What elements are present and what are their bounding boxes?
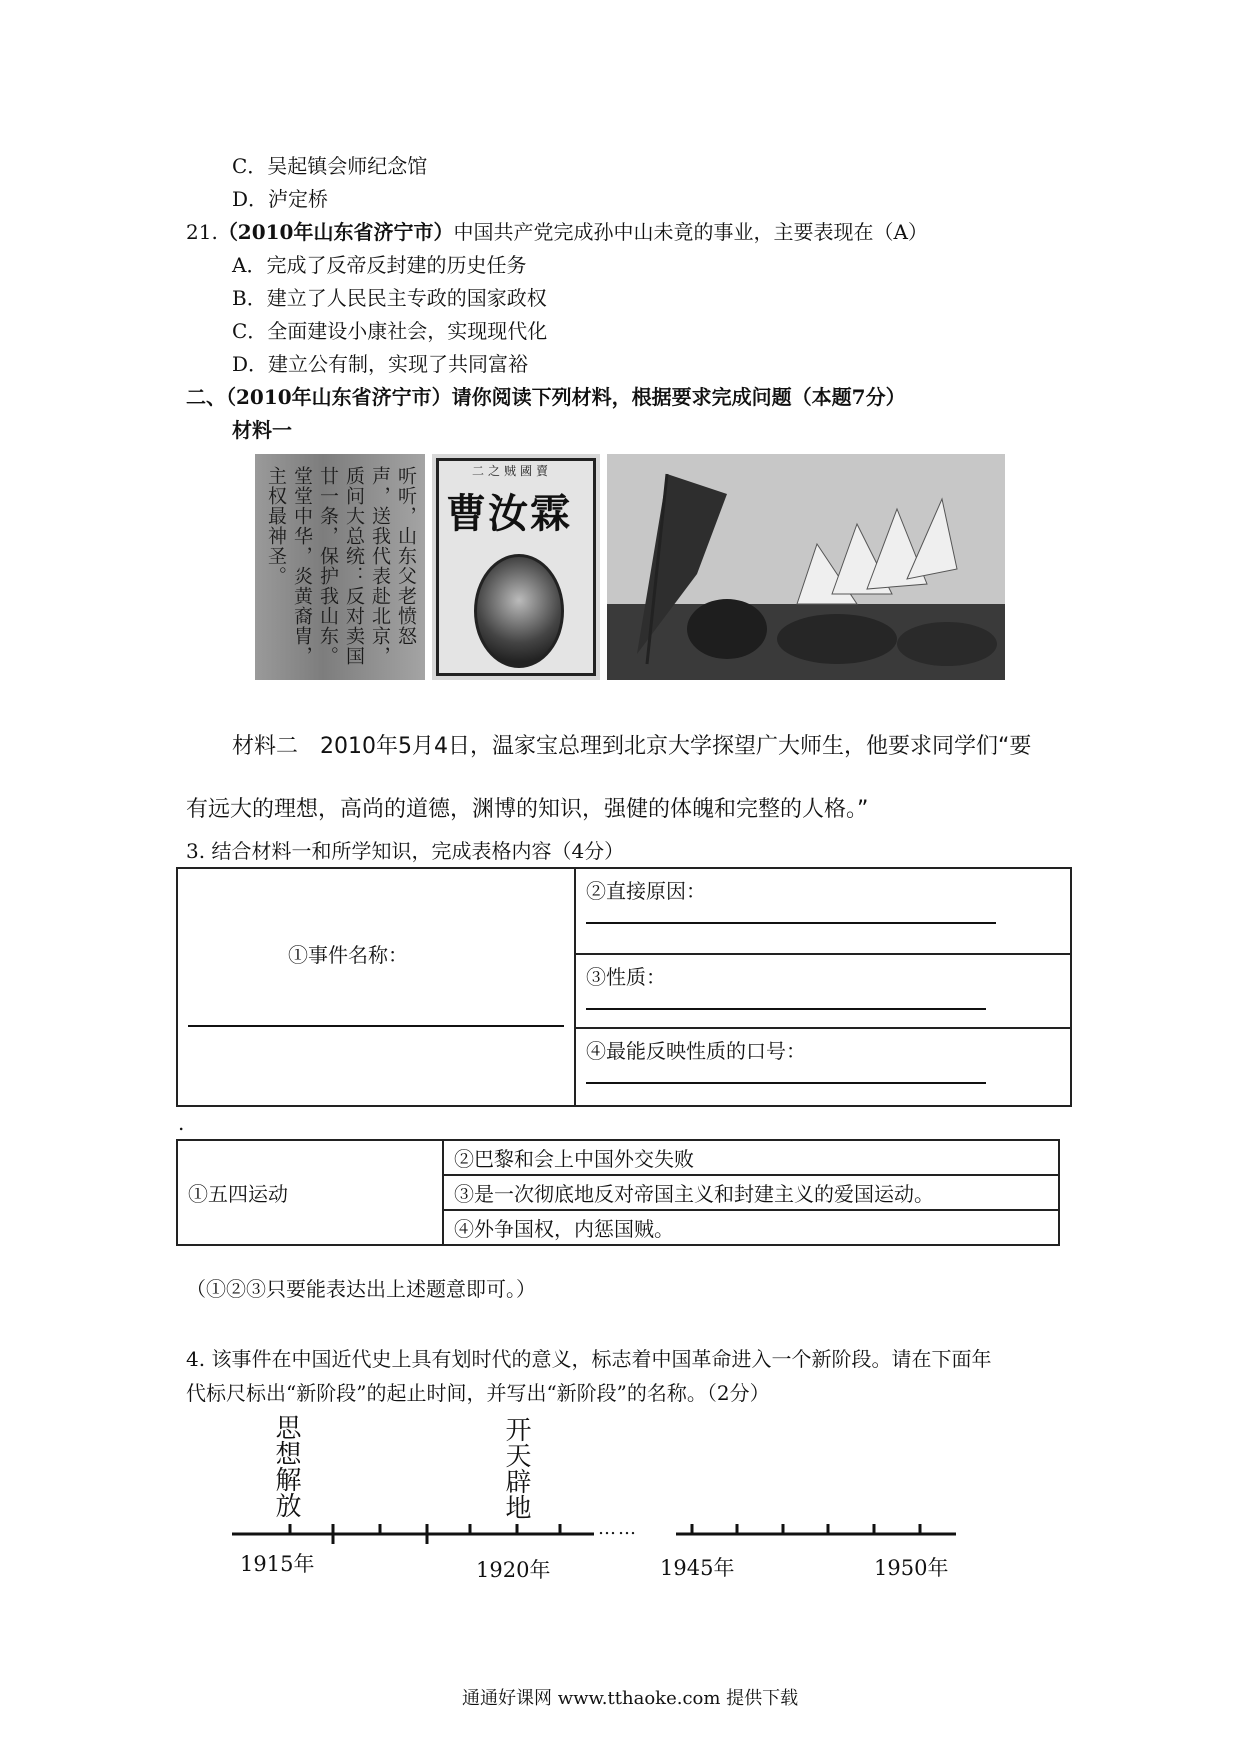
timeline-label-1945: 1945年 [660, 1556, 735, 1580]
answer-nature: ③是一次彻底地反对帝国主义和封建主义的爱国运动。 [443, 1175, 1059, 1210]
leaflet-line: 廿一条，保护我山东。 [317, 466, 339, 666]
q3-prompt: 3. 结合材料一和所学知识，完成表格内容（4分） [186, 839, 625, 863]
footer-credit: 通通好课网 www.tthaoke.com 提供下载 [462, 1688, 799, 1709]
q21-option-a: A．完成了反帝反封建的历史任务 [232, 253, 527, 277]
q21-source: （2010年山东省济宁市） [217, 220, 454, 244]
q4-prompt-line2: 代标尺标出“新阶段”的起止时间，并写出“新阶段”的名称。（2分） [186, 1381, 770, 1405]
timeline-label-1920: 1920年 [476, 1558, 551, 1582]
answer-note: （①②③只要能表达出上述题意即可。） [186, 1277, 536, 1301]
q4-prompt-line1: 4. 该事件在中国近代史上具有划时代的意义，标志着中国革命进入一个新阶段。请在下面年 [186, 1347, 992, 1371]
q21-number: 21. [186, 220, 218, 244]
leaflet-line: 声，送我代表赴北京， [369, 466, 391, 666]
q21-option-d: D．建立公有制，实现了共同富裕 [232, 352, 529, 376]
q20-option-d: D．泸定桥 [232, 187, 329, 211]
answer-cause: ②巴黎和会上中国外交失败 [443, 1140, 1059, 1175]
material1-label: 材料一 [232, 418, 292, 442]
material2-line2: 有远大的理想，高尚的道德，渊博的知识，强健的体魄和完整的人格。” [186, 797, 869, 822]
leaflet-line: 质问大总统：反对卖国 [343, 466, 365, 666]
timeline-label-1950: 1950年 [874, 1556, 949, 1580]
material2-line1: 材料二 2010年5月4日，温家宝总理到北京大学探望广大师生，他要求同学们“要 [232, 734, 1032, 759]
answer-event: ①五四运动 [177, 1140, 443, 1245]
q21-option-c: C．全面建设小康社会，实现现代化 [232, 319, 548, 343]
slogan-label: ④最能反映性质的口号： [586, 1039, 806, 1064]
q21-option-b: B．建立了人民民主专政的国家政权 [232, 286, 547, 310]
event-name-label: ①事件名称： [288, 943, 408, 967]
q20-option-c: C．吴起镇会师纪念馆 [232, 154, 428, 178]
q21-question: 中国共产党完成孙中山未竟的事业，主要表现在（A） [453, 220, 928, 244]
timeline-label-1915: 1915年 [240, 1552, 315, 1576]
leaflet-line: 听听，山东父老愤怒 [395, 466, 417, 646]
leaflet-line: 主权最神圣。 [265, 466, 287, 586]
stray-dot: . [178, 1111, 185, 1135]
nature-label: ③性质： [586, 965, 666, 990]
timeline-annotation-sixiang-jiefang: 思想解放 [271, 1414, 301, 1518]
answer-slogan: ④外争国权，内惩国贼。 [443, 1210, 1059, 1245]
leaflet-line: 堂堂中华，炎黄裔胄， [291, 466, 313, 666]
timeline-ellipsis: …… [598, 1518, 638, 1539]
timeline-annotation-kaitian-pidi: 开天辟地 [501, 1416, 531, 1520]
direct-cause-label: ②直接原因： [586, 879, 706, 903]
poster-title: 曹汝霖 [446, 490, 572, 537]
section2-heading: 二、（2010年山东省济宁市）请你阅读下列材料，根据要求完成问题（本题7分） [186, 385, 906, 409]
poster-top-text: 二之贼國賣 [472, 464, 553, 478]
